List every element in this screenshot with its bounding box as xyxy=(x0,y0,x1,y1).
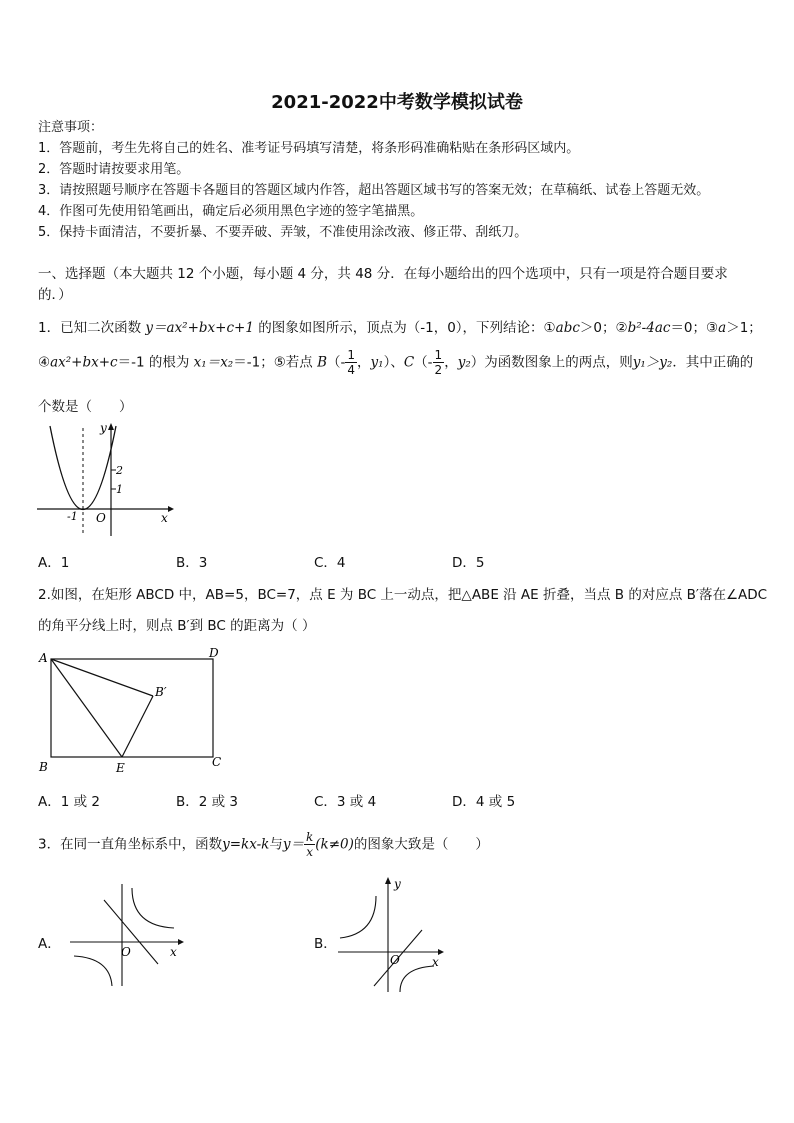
q1-formula: x₁＝x₂ xyxy=(193,354,234,371)
origin-label: O xyxy=(96,511,106,525)
q3-formula: y＝ xyxy=(282,836,304,853)
notice-item: 1．答题前，考生先将自己的姓名、准考证号码填写清楚，将条形码准确粘贴在条形码区域内。 xyxy=(38,141,580,156)
origin-label: O xyxy=(390,953,400,967)
label-c: C xyxy=(212,755,222,769)
q1-formula: ax²+bx+c xyxy=(50,354,118,371)
q1-option-a: A．1 xyxy=(38,555,70,571)
y-axis-label: y xyxy=(394,877,401,891)
q1-formula: B xyxy=(317,354,328,371)
q3-text: 与 xyxy=(269,836,283,853)
q3-text: 的图象大致是（ ） xyxy=(353,836,489,853)
q2-option-b: B．2 或 3 xyxy=(176,794,239,810)
q1-option-d: D．5 xyxy=(452,555,485,571)
q1-text: ＞1； xyxy=(726,320,762,336)
label-a: A xyxy=(39,651,48,665)
notice-item: 4．作图可先使用铅笔画出，确定后必须用黑色字迹的签字笔描黑。 xyxy=(38,204,424,219)
q1-option-b: B．3 xyxy=(176,555,208,571)
page-title: 2021-2022中考数学模拟试卷 xyxy=(271,92,523,113)
q3-text: 3．在同一直角坐标系中，函数 xyxy=(38,836,223,853)
q1-text: ＞0；② xyxy=(579,320,628,336)
rectangle-abcd xyxy=(51,659,213,757)
x-axis-label: x xyxy=(432,955,439,969)
q1-formula: y₁＞y₂ xyxy=(632,354,673,371)
label-b-prime: B′ xyxy=(155,685,167,699)
line-graph xyxy=(104,900,158,964)
x-axis-arrow xyxy=(168,506,174,512)
q1-text: ＝-1 的根为 xyxy=(117,354,194,371)
q1-formula: abc xyxy=(555,320,580,336)
notice-item: 2．答题时请按要求用笔。 xyxy=(38,162,190,177)
q1-formula: y₁ xyxy=(370,354,384,371)
hyperbola-branch-lower xyxy=(74,956,112,986)
q1-text: （- xyxy=(327,354,346,371)
hyperbola-branch-upper xyxy=(132,888,174,928)
q1-formula: C xyxy=(403,354,415,371)
question-1-line-3: 个数是（ ） xyxy=(38,399,133,415)
tick-label-neg1: -1 xyxy=(67,510,78,523)
x-axis-label: x xyxy=(170,945,177,959)
q1-formula: a xyxy=(718,320,727,336)
question-2-line-1: 2.如图，在矩形 ABCD 中，AB=5，BC=7，点 E 为 BC 上一动点，把△ABE 沿 AE 折叠，当点 B 的对应点 B′落在∠ADC xyxy=(38,587,768,603)
q3-formula: (k≠0) xyxy=(315,836,354,853)
q1-text: ＝0；③ xyxy=(670,320,719,336)
segment-ab-prime xyxy=(51,659,153,696)
q1-text: ）为函数图象上的两点，则 xyxy=(470,354,633,371)
label-d: D xyxy=(209,646,219,660)
q1-parabola-graph xyxy=(32,418,182,542)
x-axis-arrow xyxy=(438,949,444,955)
q3-formula: y=kx-k xyxy=(222,836,270,853)
y-axis-label: y xyxy=(100,421,107,435)
q2-rectangle-figure xyxy=(36,645,236,777)
q1-formula: b²-4ac xyxy=(627,320,671,336)
question-2-line-2: 的角平分线上时，则点 B′到 BC 的距离为（ ） xyxy=(38,618,316,634)
fraction-k-over-x: $\frac{k}{x}$ xyxy=(305,830,314,859)
x-axis-label: x xyxy=(161,511,168,525)
q1-text: 的图象如图所示，顶点为（-1，0），下列结论：① xyxy=(253,320,556,336)
q1-text: ④ xyxy=(38,354,51,371)
hyperbola-branch-upper xyxy=(340,896,376,938)
tick-label-1: 1 xyxy=(116,483,123,496)
q3-graph-b xyxy=(334,874,452,998)
q1-text: ．其中正确的 xyxy=(672,354,754,371)
y-axis-arrow xyxy=(385,877,391,884)
q1-text: ， xyxy=(357,354,371,371)
q1-formula: y₂ xyxy=(457,354,471,371)
fraction-half: $\frac{1}{2}$ xyxy=(434,348,443,377)
fraction-quarter: $\frac{1}{4}$ xyxy=(347,348,356,377)
hyperbola-branch-lower xyxy=(400,966,434,992)
notice-item: 5．保持卡面清洁，不要折暴、不要弄破、弄皱，不准使用涂改液、修正带、刮纸刀。 xyxy=(38,225,528,240)
q1-text: ＝-1；⑤若点 xyxy=(233,354,318,371)
notice-heading: 注意事项： xyxy=(38,120,104,135)
q1-formula: y＝ax²+bx+c+1 xyxy=(145,320,254,336)
q1-option-c: C．4 xyxy=(314,555,346,571)
q1-text: ， xyxy=(444,354,458,371)
section-heading-cont: 的．） xyxy=(38,287,72,303)
segment-ae xyxy=(51,659,122,757)
q1-text: （- xyxy=(414,354,433,371)
q3-graph-a xyxy=(66,878,192,990)
segment-b-prime-e xyxy=(122,696,153,757)
q3-option-a-label: A． xyxy=(38,936,61,952)
question-3 xyxy=(38,830,489,859)
notice-item: 3．请按照题号顺序在答题卡各题目的答题区域内作答，超出答题区域书写的答案无效；在草稿纸、试卷上答题无效。 xyxy=(38,183,710,198)
q2-option-a: A．1 或 2 xyxy=(38,794,100,810)
q3-option-b-label: B． xyxy=(314,936,337,952)
q2-option-c: C．3 或 4 xyxy=(314,794,377,810)
question-1-line-1 xyxy=(38,316,762,336)
question-1-line-2 xyxy=(38,348,753,377)
tick-label-2: 2 xyxy=(116,464,123,477)
q1-text: ）、 xyxy=(383,354,404,371)
q1-text: 1．已知二次函数 xyxy=(38,320,146,336)
origin-label: O xyxy=(121,945,131,959)
label-b: B xyxy=(39,760,48,774)
label-e: E xyxy=(116,761,125,775)
y-axis-arrow xyxy=(108,423,114,430)
q2-option-d: D．4 或 5 xyxy=(452,794,516,810)
section-heading: 一、选择题（本大题共 12 个小题，每小题 4 分，共 48 分．在每小题给出的四个选项中，只有一项是符合题目要求 xyxy=(38,266,728,282)
x-axis-arrow xyxy=(178,939,184,945)
